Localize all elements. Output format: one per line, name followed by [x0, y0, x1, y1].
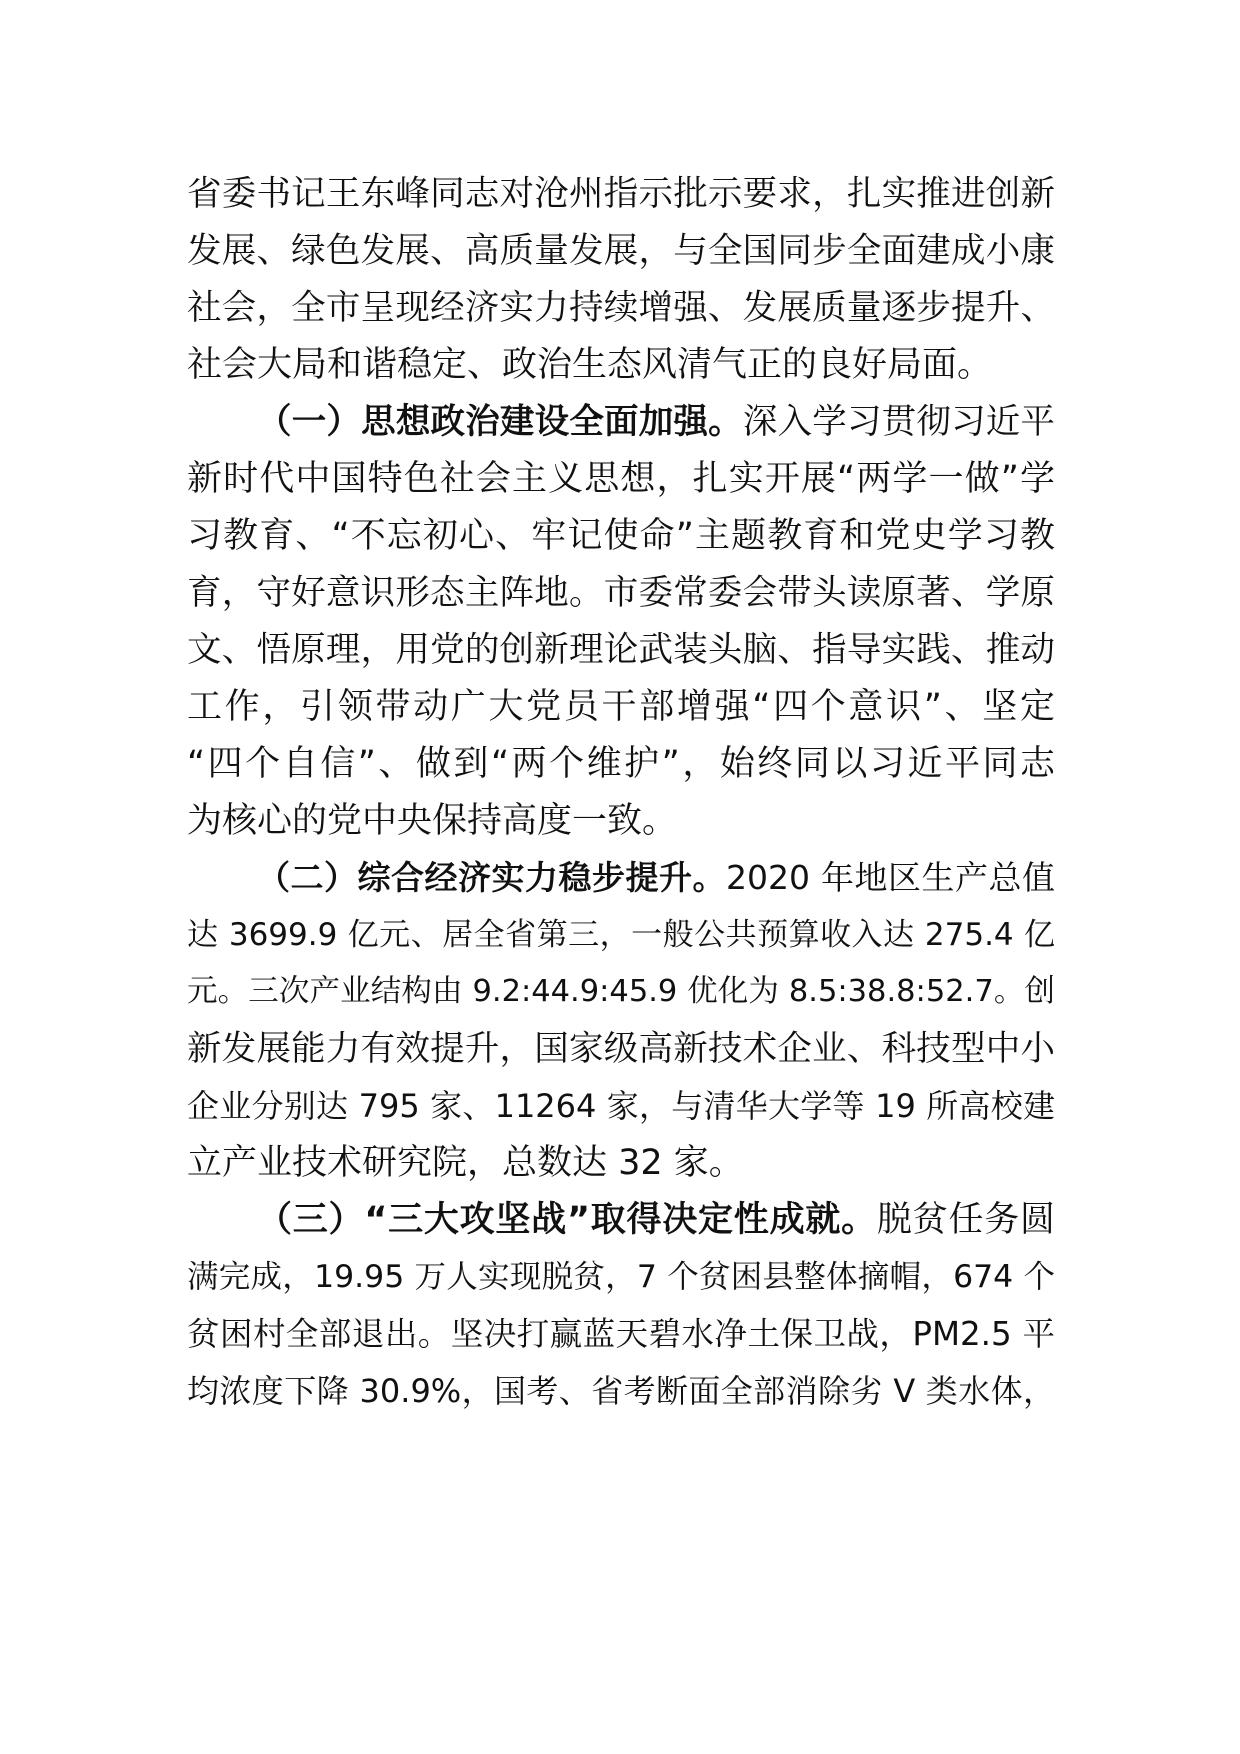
section-heading-line: （三）“三大攻坚战”取得决定性成就。脱贫任务圆: [257, 1200, 1055, 1240]
text-line: 省委书记王东峰同志对沧州指示批示要求，扎实推进创新: [187, 174, 1055, 214]
section-heading-line: （二）综合经济实力稳步提升。2020 年地区生产总值: [257, 858, 1055, 897]
text-line: 育，守好意识形态主阵地。市委常委会带头读原著、学原: [187, 573, 1055, 613]
text-line: 满完成，19.95 万人实现脱贫，7 个贫困县整体摘帽，674 个: [187, 1259, 1055, 1295]
text-line: 贫困村全部退出。坚决打赢蓝天碧水净土保卫战，PM2.5 平: [187, 1315, 1055, 1353]
text-line: 达 3699.9 亿元、居全省第三，一般公共预算收入达 275.4 亿: [187, 917, 1055, 953]
text-line: 社会大局和谐稳定、政治生态风清气正的良好局面。: [187, 345, 993, 385]
text-line: 文、悟原理，用党的创新理论武装头脑、指导实践、推动: [187, 630, 1055, 670]
section-heading: （一）思想政治建设全面加强。: [257, 402, 743, 442]
text-line: 元。三次产业结构由 9.2:44.9:45.9 优化为 8.5:38.8:52.7。创: [187, 974, 1055, 1009]
text-line: 发展、绿色发展、高质量发展，与全国同步全面建成小康: [187, 231, 1055, 271]
text-line: 企业分别达 795 家、11264 家，与清华大学等 19 所高校建: [187, 1087, 1055, 1125]
section-heading: （二）综合经济实力稳步提升。: [257, 858, 727, 897]
text-line: 社会，全市呈现经济实力持续增强、发展质量逐步提升、: [187, 288, 1055, 328]
text-line: 新发展能力有效提升，国家级高新技术企业、科技型中小: [187, 1029, 1055, 1069]
text-line: 工作，引领带动广大党员干部增强“四个意识”、坚定: [187, 687, 1055, 727]
section-heading-line: （一）思想政治建设全面加强。深入学习贯彻习近平: [257, 402, 1056, 442]
text-line: 均浓度下降 30.9%，国考、省考断面全部消除劣 V 类水体，: [187, 1372, 1055, 1410]
text-line: “四个自信”、做到“两个维护”，始终同以习近平同志: [187, 744, 1055, 784]
text-line: 为核心的党中央保持高度一致。: [187, 801, 678, 841]
text-line: 立产业技术研究院，总数达 32 家。: [187, 1143, 744, 1183]
text-line: 新时代中国特色社会主义思想，扎实开展“两学一做”学: [187, 459, 1055, 499]
text-line: 习教育、“不忘初心、牢记使命”主题教育和党史学习教: [187, 516, 1055, 556]
section-heading: （三）“三大攻坚战”取得决定性成就。: [257, 1200, 877, 1240]
